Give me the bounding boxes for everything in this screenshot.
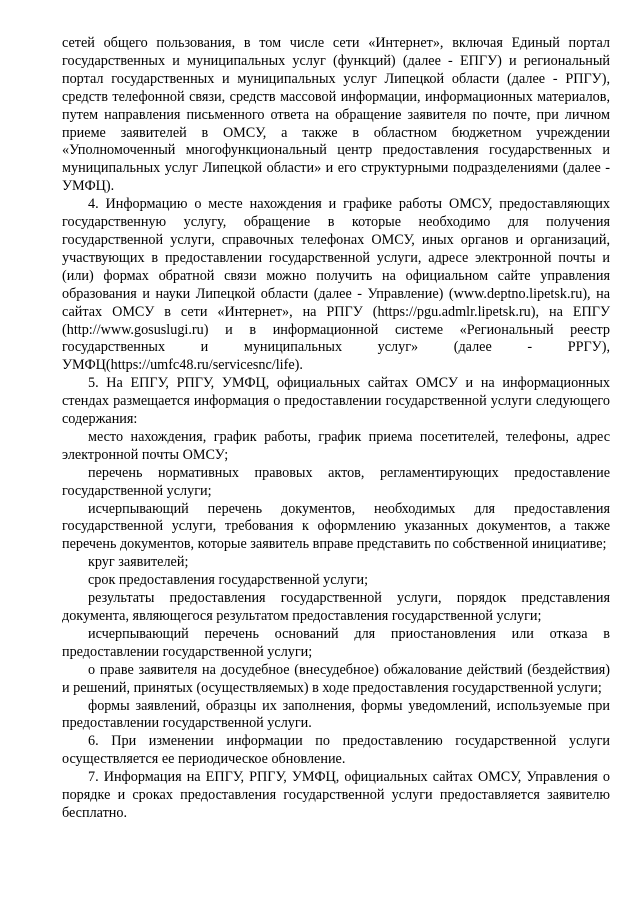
list-item: формы заявлений, образцы их заполнения, формы уведомлений, используемые при предоставлении государственной услуги. <box>62 697 610 732</box>
list-item: исчерпывающий перечень оснований для приостановления или отказа в предоставлении государственной услуги; <box>62 625 610 660</box>
paragraph-item-5: 5. На ЕПГУ, РПГУ, УМФЦ, официальных сайтах ОМСУ и на информационных стендах размещается информация о предоставлении государственной услуги следующего содержания: <box>62 375 610 428</box>
paragraph-item-4: 4. Информацию о месте нахождения и графике работы ОМСУ, предоставляющих государственную услугу, обращение в которые необходимо для получения государственной услуги, справочных телефонах ОМСУ, иных органов и организаций, участвующих в предоставлении государственной услуги, адресе электронной почты и (или) формах обратной связи можно получить на официальном сайте управления образования и науки Липецкой области (далее - Управление) (www.deptno.lipetsk.ru), на сайтах ОМСУ в сети «Интернет», на РПГУ (https://pgu.admlr.lipetsk.ru), на ЕПГУ (http://www.gosuslugi.ru) и в информационной системе «Региональный реестр государственных и муниципальных услуг» (далее - РРГУ), УМФЦ(https://umfc48.ru/servicesnc/life). <box>62 196 610 374</box>
list-item: перечень нормативных правовых актов, регламентирующих предоставление государственной услуги; <box>62 464 610 499</box>
document-body <box>62 35 610 823</box>
list-item: место нахождения, график работы, график приема посетителей, телефоны, адрес электронной почты ОМСУ; <box>62 428 610 463</box>
paragraph-continuation: сетей общего пользования, в том числе сети «Интернет», включая Единый портал государственных и муниципальных услуг (функций) (далее - ЕПГУ) и региональный портал государственных и муниципальных услуг Липецкой области (далее - РПГУ), средств телефонной связи, средств массовой информации, информационных материалов, путем направления письменного ответа на обращение заявителя по почте, при личном приеме заявителей в ОМСУ, а также в областном бюджетном учреждении «Уполномоченный многофункциональный центр предоставления государственных и муниципальных услуг Липецкой области» и его структурными подразделениями (далее - УМФЦ). <box>62 35 610 195</box>
paragraph-item-7: 7. Информация на ЕПГУ, РПГУ, УМФЦ, официальных сайтах ОМСУ, Управления о порядке и сроках предоставления государственной услуги предоставляется заявителю бесплатно. <box>62 769 610 821</box>
paragraph-item-6: 6. При изменении информации по предоставлению государственной услуги осуществляется ее периодическое обновление. <box>62 733 610 768</box>
list-item: о праве заявителя на досудебное (внесудебное) обжалование действий (бездействия) и решений, принятых (осуществляемых) в ходе предоставления государственной услуги; <box>62 661 610 696</box>
list-item: круг заявителей; <box>88 554 189 571</box>
list-item: срок предоставления государственной услуги; <box>88 572 369 589</box>
list-item: результаты предоставления государственной услуги, порядок представления документа, являющегося результатом предоставления государственной услуги; <box>62 590 610 624</box>
list-item: исчерпывающий перечень документов, необходимых для предоставления государственной услуги, требования к оформлению указанных документов, а также перечень документов, которые заявитель вправе представить по собственной инициативе; <box>62 500 610 553</box>
